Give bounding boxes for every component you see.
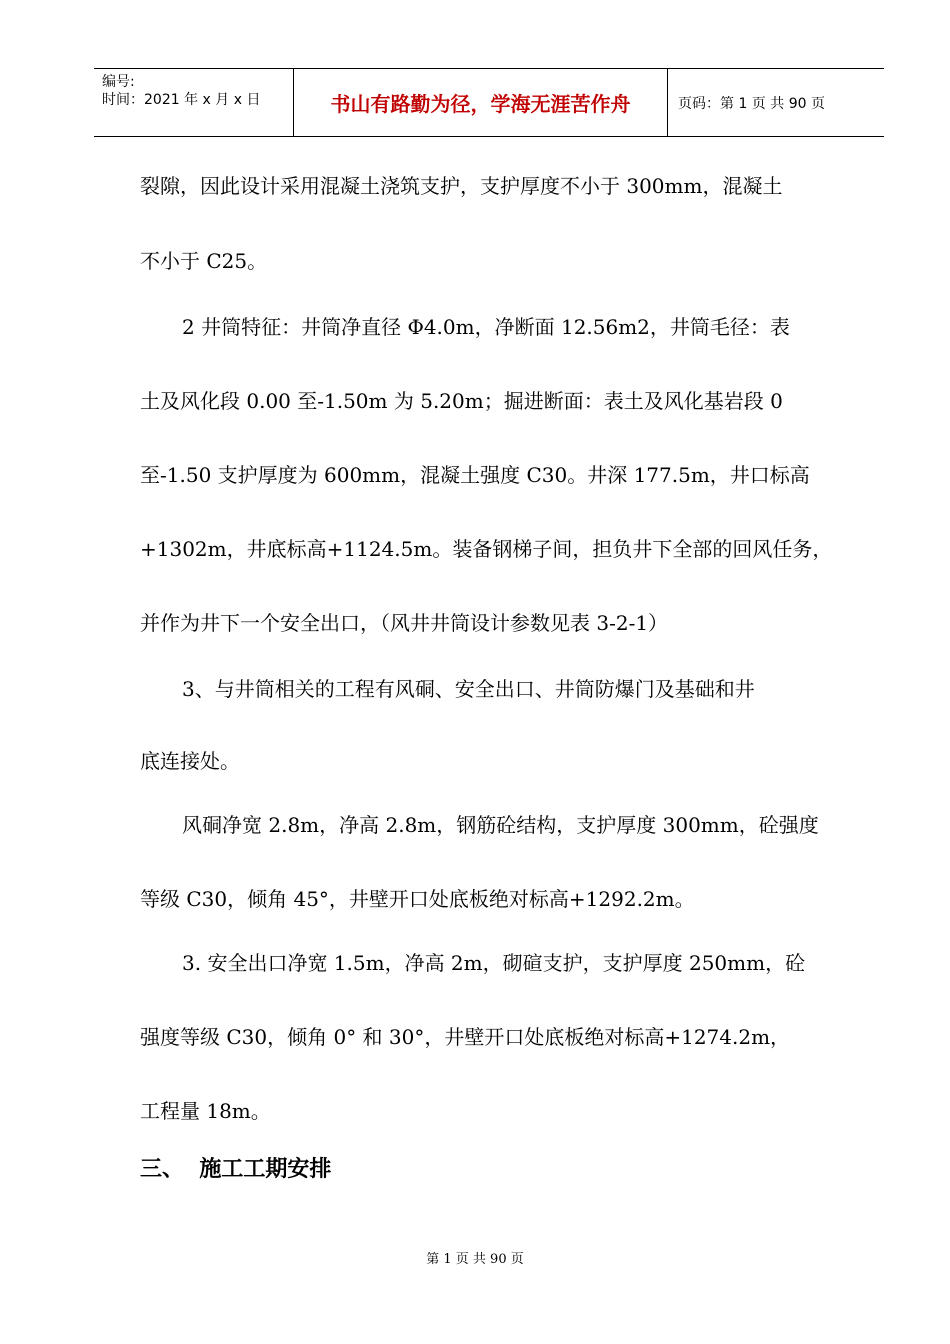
paragraph-line-14: 工程量 18m。 <box>140 1099 271 1123</box>
document-time-label: 时间：2021 年 x 月 x 日 <box>102 92 261 108</box>
header-page-info: 页码：第 1 页 共 90 页 <box>678 95 825 112</box>
section-title: 三、 施工工期安排 <box>140 1157 332 1182</box>
paragraph-line-5: 至-1.50 支护厚度为 600mm，混凝土强度 C30。井深 177.5m，井口标高 <box>140 463 810 487</box>
paragraph-line-3: 2 井筒特征：井筒净直径 Φ4.0m，净断面 12.56m2，井筒毛径：表 <box>182 315 790 339</box>
header-motto: 书山有路勤为径，学海无涯苦作舟 <box>294 69 668 136</box>
paragraph-line-12: 3. 安全出口净宽 1.5m，净高 2m，砌碹支护，支护厚度 250mm，砼 <box>182 951 806 975</box>
document-number-label: 编号: <box>102 74 135 90</box>
paragraph-line-11: 等级 C30，倾角 45°，井壁开口处底板绝对标高+1292.2m。 <box>140 887 695 911</box>
paragraph-line-9: 底连接处。 <box>140 749 240 773</box>
paragraph-line-6: +1302m，井底标高+1124.5m。装备钢梯子间，担负井下全部的回风任务， <box>140 537 833 561</box>
paragraph-line-10: 风硐净宽 2.8m，净高 2.8m，钢筋砼结构，支护厚度 300mm，砼强度 <box>182 813 819 837</box>
paragraph-line-2: 不小于 C25。 <box>140 249 268 273</box>
paragraph-line-8: 3、与井筒相关的工程有风硐、安全出口、井筒防爆门及基础和井 <box>182 677 755 701</box>
page-footer: 第 1 页 共 90 页 <box>426 1252 524 1267</box>
paragraph-line-1: 裂隙，因此设计采用混凝土浇筑支护，支护厚度不小于 300mm，混凝土 <box>140 174 783 198</box>
page-header <box>94 68 884 137</box>
paragraph-line-13: 强度等级 C30，倾角 0° 和 30°，井壁开口处底板绝对标高+1274.2m， <box>140 1025 791 1049</box>
header-meta <box>94 69 294 136</box>
paragraph-line-4: 土及风化段 0.00 至-1.50m 为 5.20m；掘进断面：表土及风化基岩段 0 <box>140 389 783 413</box>
paragraph-line-7: 并作为井下一个安全出口，（风井井筒设计参数见表 3-2-1） <box>140 611 669 635</box>
